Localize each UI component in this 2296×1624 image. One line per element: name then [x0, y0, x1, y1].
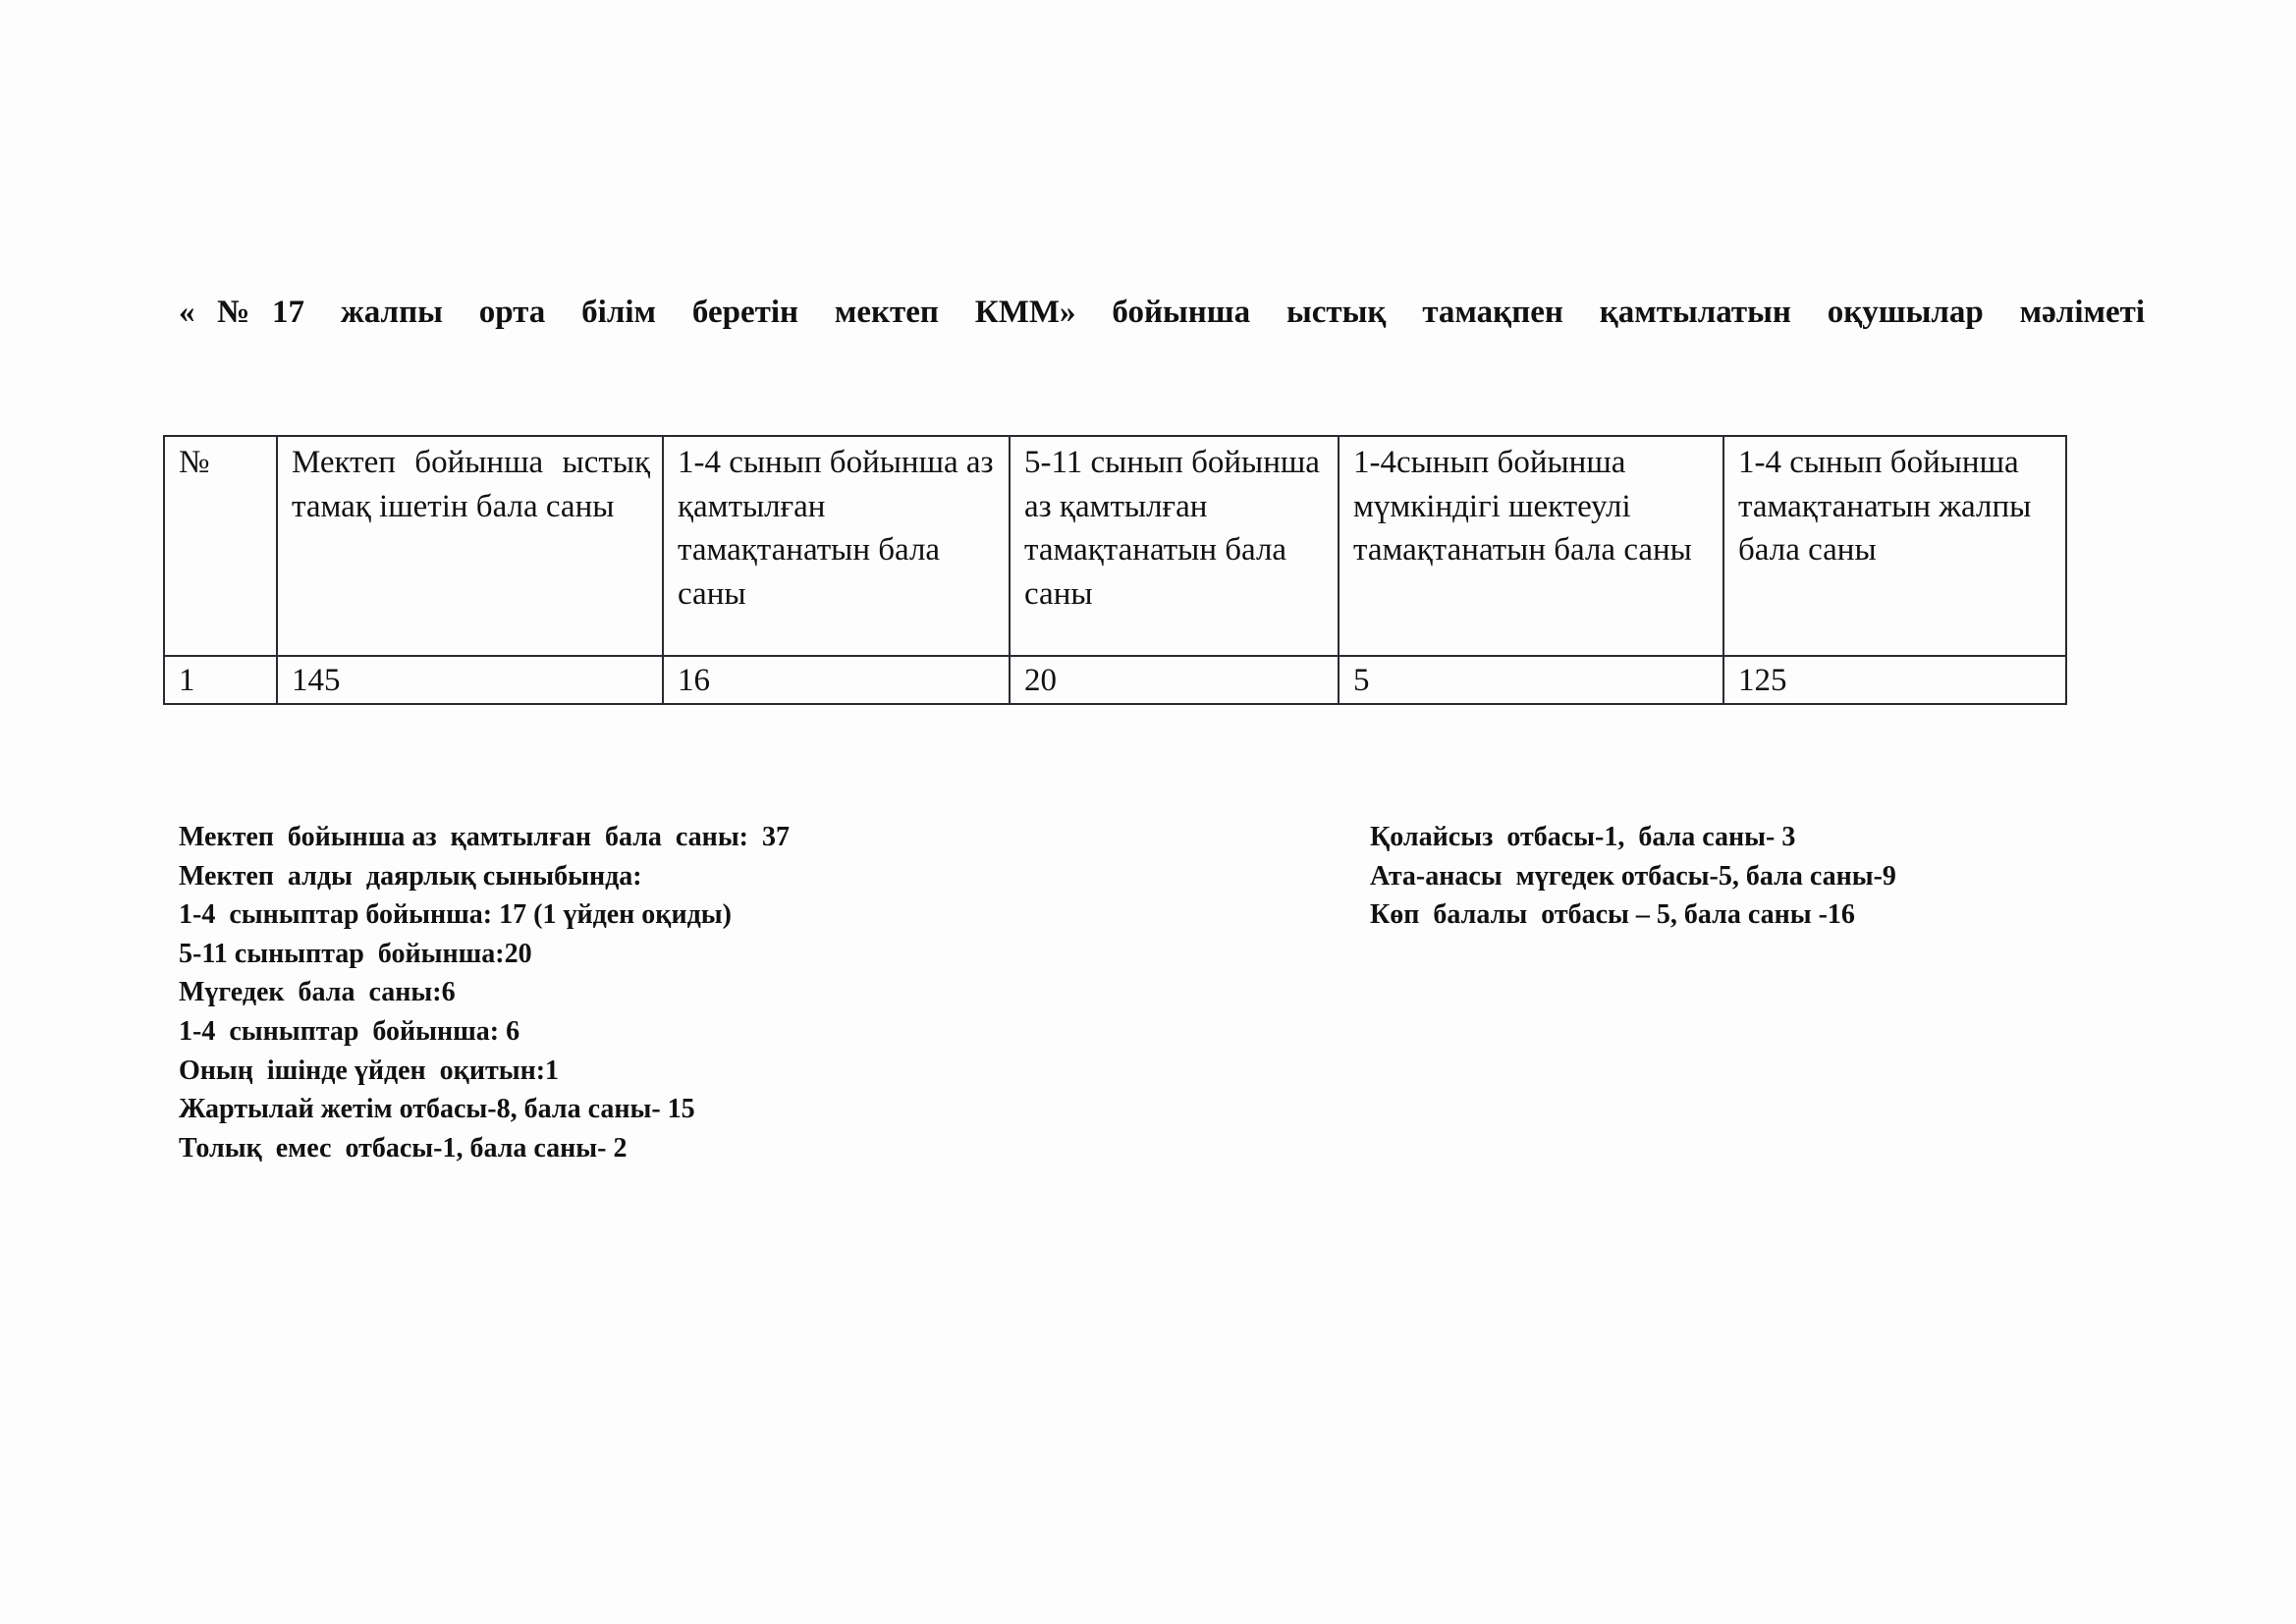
header-disabled-1-4: 1-4сынып бойынша мүмкіндігі шектеулі тамақтанатын бала саны — [1339, 436, 1723, 656]
header-low-income-5-11: 5-11 сынып бойынша аз қамтылған тамақтанатын бала саны — [1010, 436, 1339, 656]
header-total-hot-meal: Мектеп бойынша ыстық тамақ ішетін бала саны — [277, 436, 663, 656]
note-line: 5-11 сыныптар бойынша:20 — [179, 938, 532, 969]
cell-low-income-5-11: 20 — [1010, 656, 1339, 704]
note-line: Толық емес отбасы-1, бала саны- 2 — [179, 1132, 628, 1164]
note-line: Ата-анасы мүгедек отбасы-5, бала саны-9 — [1370, 860, 1896, 892]
cell-total-hot-meal: 145 — [277, 656, 663, 704]
note-line: Көп балалы отбасы – 5, бала саны -16 — [1370, 899, 1855, 931]
notes-right — [1370, 818, 2057, 935]
note-line: Қолайсыз отбасы-1, бала саны- 3 — [1370, 822, 1796, 852]
table-header-row — [164, 436, 2066, 656]
note-line: Жартылай жетім отбасы-8, бала саны- 15 — [179, 1094, 695, 1125]
header-low-income-1-4: 1-4 сынып бойынша аз қамтылған тамақтанатын бала саны — [663, 436, 1010, 656]
header-number: № — [164, 436, 277, 656]
cell-low-income-1-4: 16 — [663, 656, 1010, 704]
note-line: Оның ішінде үйден оқитын:1 — [179, 1055, 560, 1086]
document-title-text: «№17 жалпы орта білім беретін мектеп КММ» бойынша ыстық тамақпен қамтылатын оқушылар мәліметі — [179, 295, 2145, 330]
note-line: Мүгедек бала саны:6 — [179, 977, 456, 1008]
table-row — [164, 656, 2066, 704]
hot-meal-table — [163, 435, 2067, 705]
note-line: Мектеп алды даярлық сыныбында: — [179, 860, 642, 892]
header-total-1-4: 1-4 сынып бойынша тамақтанатын жалпы бала саны — [1723, 436, 2066, 656]
cell-number: 1 — [164, 656, 277, 704]
notes-left — [179, 818, 1063, 1167]
note-line: Мектеп бойынша аз қамтылған бала саны: 37 — [179, 822, 791, 852]
note-line: 1-4 сыныптар бойынша: 17 (1 үйден оқиды) — [179, 899, 732, 931]
note-line: 1-4 сыныптар бойынша: 6 — [179, 1015, 520, 1047]
cell-disabled-1-4: 5 — [1339, 656, 1723, 704]
cell-total-1-4: 125 — [1723, 656, 2066, 704]
document-title — [179, 291, 2145, 334]
